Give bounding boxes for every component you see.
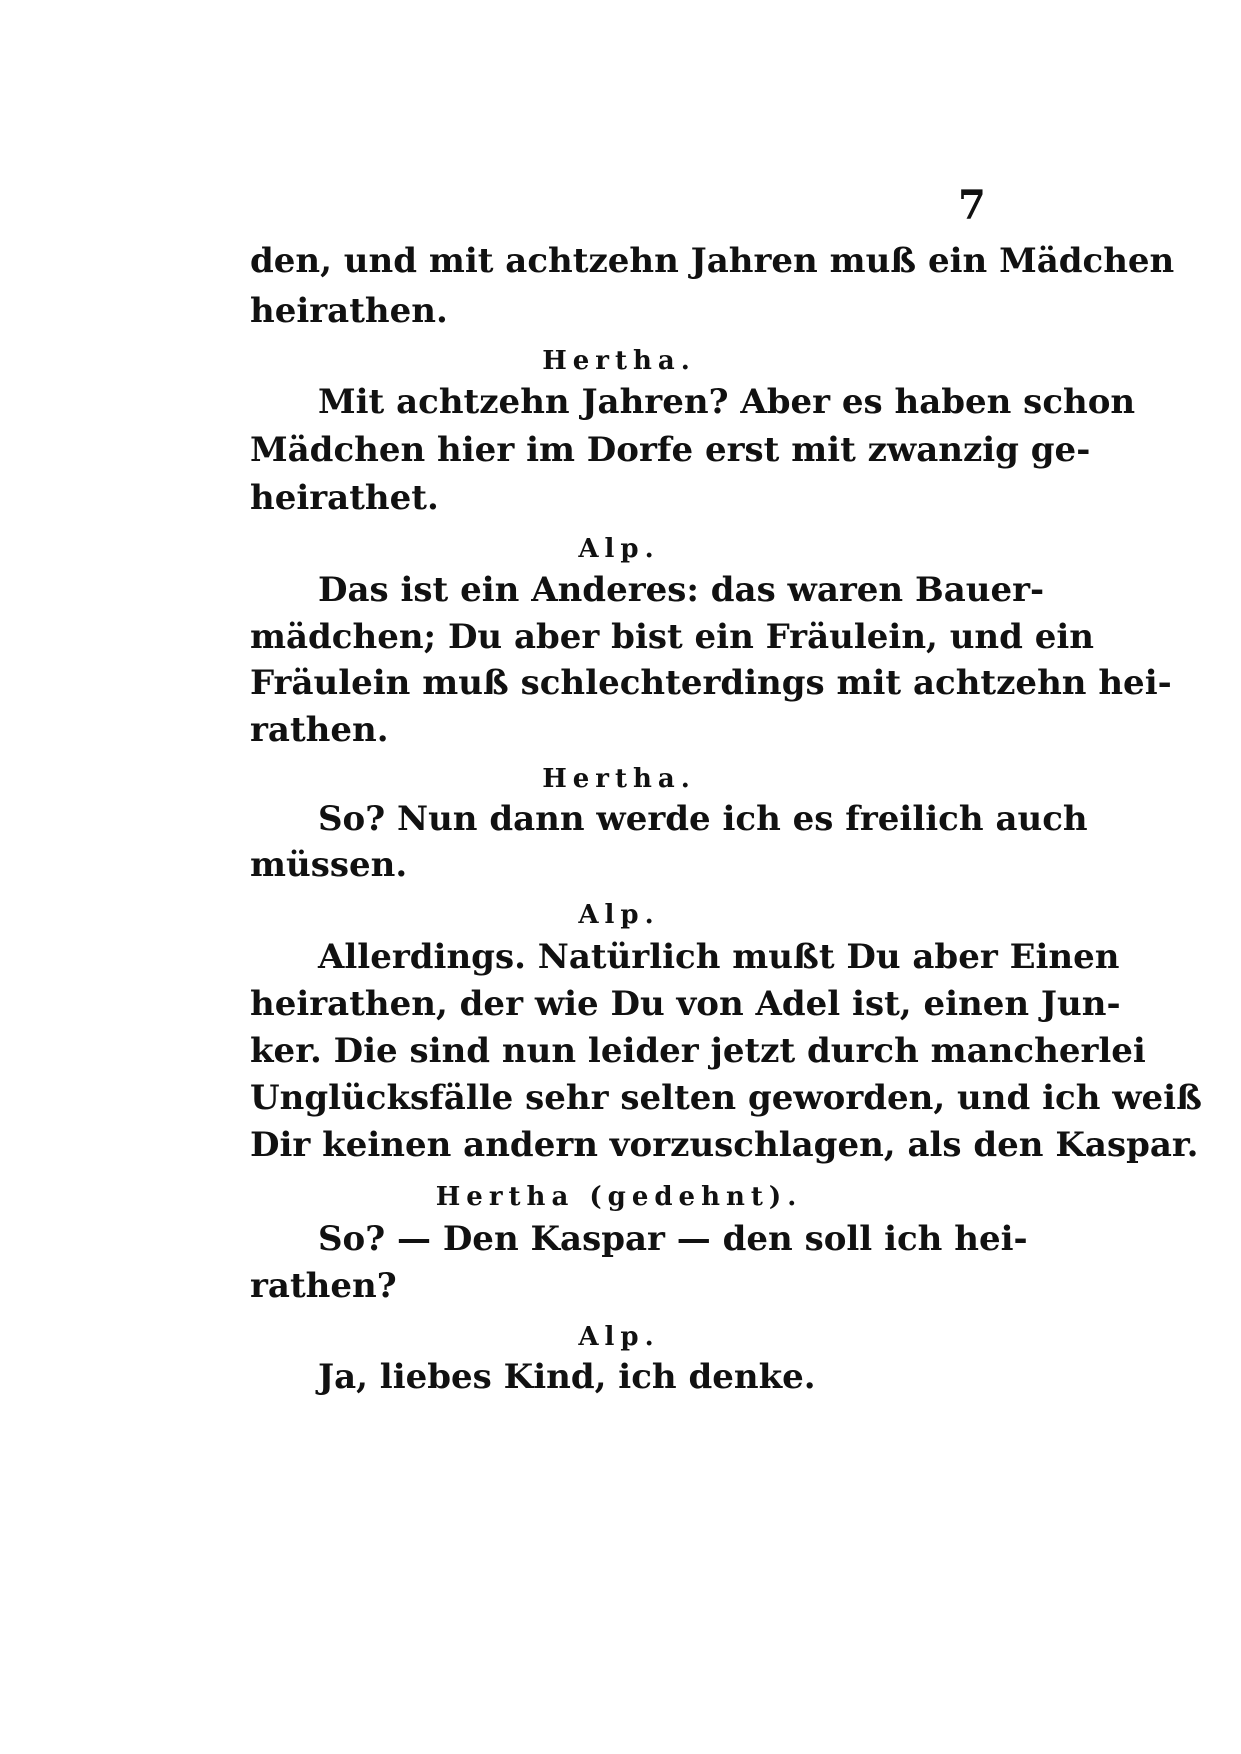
text-line: müssen. <box>250 845 408 885</box>
text-line: mädchen; Du aber bist ein Fräulein, und ein <box>250 617 1095 657</box>
text-line: So? — Den Kaspar — den soll ich hei- <box>318 1219 1028 1259</box>
text-line: heirathen. <box>250 291 448 331</box>
speaker-name: Alp. <box>578 900 660 930</box>
speaker-name: Hertha. <box>542 764 696 794</box>
text-line: Dir keinen andern vorzuschlagen, als den Kaspar. <box>250 1125 1199 1165</box>
text-line: Das ist ein Anderes: das waren Bauer- <box>318 570 1045 610</box>
text-line: ker. Die sind nun leider jetzt durch mancherlei <box>250 1031 1146 1071</box>
text-line: heirathet. <box>250 478 439 518</box>
page-number: 7 <box>958 182 986 229</box>
speaker-name: Alp. <box>578 1322 660 1352</box>
text-line: Allerdings. Natürlich mußt Du aber Einen <box>318 937 1120 977</box>
text-line: den, und mit achtzehn Jahren muß ein Mädchen <box>250 241 1175 281</box>
text-line: heirathen, der wie Du von Adel ist, einen Jun- <box>250 984 1121 1024</box>
speaker-name: Alp. <box>578 534 660 564</box>
text-line: Unglücksfälle sehr selten geworden, und ich weiß <box>250 1078 1202 1118</box>
text-line: So? Nun dann werde ich es freilich auch <box>318 799 1088 839</box>
text-line: Mit achtzehn Jahren? Aber es haben schon <box>318 382 1136 422</box>
text-line: Mädchen hier im Dorfe erst mit zwanzig ge- <box>250 430 1091 470</box>
speaker-name: Hertha (gedehnt). <box>435 1182 803 1212</box>
text-line: Ja, liebes Kind, ich denke. <box>318 1357 816 1397</box>
speaker-name: Hertha. <box>542 346 696 376</box>
text-line: rathen? <box>250 1266 397 1306</box>
text-line: rathen. <box>250 710 389 750</box>
text-line: Fräulein muß schlechterdings mit achtzehn hei- <box>250 663 1172 703</box>
